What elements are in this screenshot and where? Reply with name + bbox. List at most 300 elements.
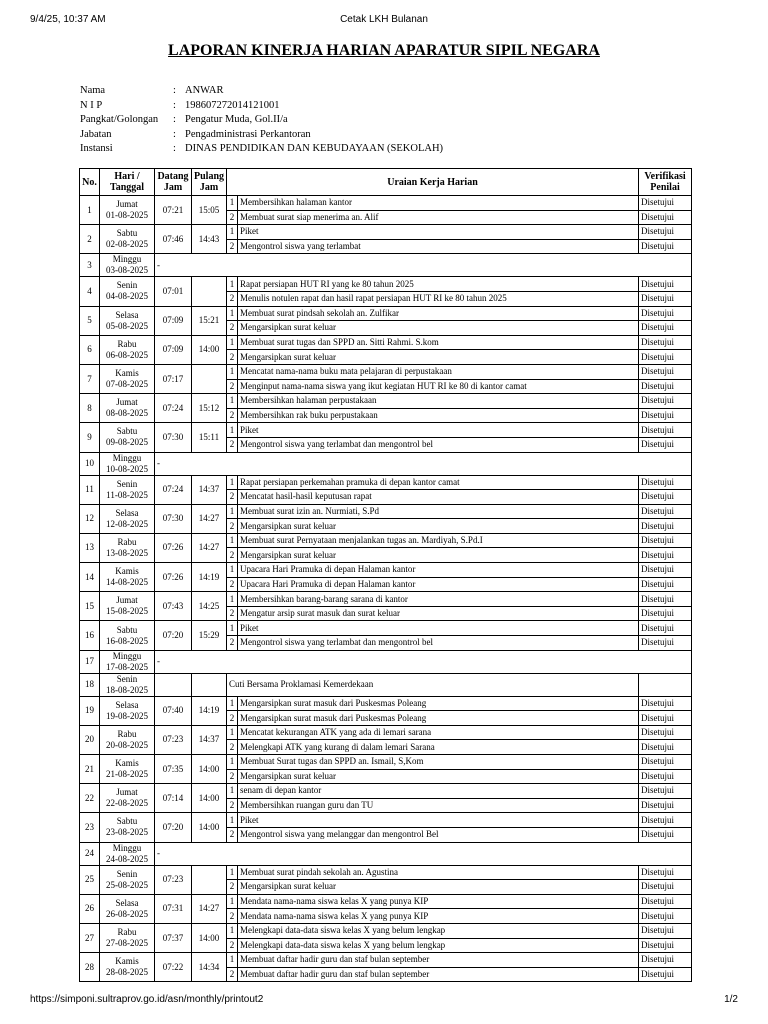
row-number: 16 xyxy=(80,621,100,650)
activity-text: Upacara Hari Pramuka di depan Halaman kantor xyxy=(238,563,639,578)
row-date: 07-08-2025 xyxy=(106,379,148,390)
activity-text: Membuat surat izin an. Nurmiati, S.Pd xyxy=(238,504,639,519)
activity-text: Mengarsipkan surat keluar xyxy=(238,880,639,895)
row-in-time: 07:23 xyxy=(155,725,192,754)
table-row xyxy=(80,923,692,938)
activity-verification: Disetujui xyxy=(639,291,692,306)
row-date: 15-08-2025 xyxy=(106,606,148,617)
print-datetime: 9/4/25, 10:37 AM xyxy=(30,14,106,25)
activity-verification: Disetujui xyxy=(639,606,692,621)
activity-text: Membuat surat siap menerima an. Alif xyxy=(238,210,639,225)
activity-verification: Disetujui xyxy=(639,827,692,842)
activity-number: 1 xyxy=(227,225,238,240)
table-row xyxy=(80,335,692,350)
activity-number: 1 xyxy=(227,813,238,828)
table-row xyxy=(80,364,692,379)
activity-verification: Disetujui xyxy=(639,894,692,909)
info-label: Instansi xyxy=(80,143,113,155)
table-row xyxy=(80,621,692,636)
activity-text: Mengarsipkan surat keluar xyxy=(238,519,639,534)
row-day: Jumat xyxy=(116,199,138,210)
activity-number: 1 xyxy=(227,504,238,519)
activity-verification: Disetujui xyxy=(639,725,692,740)
row-in-time: 07:23 xyxy=(155,865,192,894)
activity-text: Membuat daftar hadir guru dan staf bulan september xyxy=(238,953,639,968)
row-in-time: 07:24 xyxy=(155,394,192,423)
activity-number: 1 xyxy=(227,475,238,490)
row-in-time: 07:17 xyxy=(155,364,192,393)
activity-number: 1 xyxy=(227,865,238,880)
row-date-cell xyxy=(100,696,155,725)
row-number: 17 xyxy=(80,650,100,673)
activity-number: 2 xyxy=(227,408,238,423)
table-row xyxy=(80,813,692,828)
row-out-time: 15:05 xyxy=(192,196,227,225)
row-date: 28-08-2025 xyxy=(106,967,148,978)
activity-number: 2 xyxy=(227,490,238,505)
row-day: Kamis xyxy=(115,758,139,769)
row-date: 11-08-2025 xyxy=(106,489,148,500)
activity-verification: Disetujui xyxy=(639,533,692,548)
activity-number: 1 xyxy=(227,696,238,711)
row-in-time: 07:40 xyxy=(155,696,192,725)
activity-verification: Disetujui xyxy=(639,938,692,953)
print-footer xyxy=(30,994,738,1010)
row-date-cell xyxy=(100,394,155,423)
activity-verification: Disetujui xyxy=(639,490,692,505)
row-note: Cuti Bersama Proklamasi Kemerdekaan xyxy=(227,673,639,696)
row-out-time: 14:19 xyxy=(192,563,227,592)
row-in-time: 07:30 xyxy=(155,423,192,452)
activity-number: 2 xyxy=(227,909,238,924)
row-in-time: 07:46 xyxy=(155,225,192,254)
activity-number: 2 xyxy=(227,740,238,755)
row-out-time: 14:27 xyxy=(192,533,227,562)
activity-verification: Disetujui xyxy=(639,277,692,292)
activity-verification: Disetujui xyxy=(639,923,692,938)
row-in-time: 07:20 xyxy=(155,621,192,650)
row-out-time xyxy=(192,865,227,894)
row-date: 22-08-2025 xyxy=(106,798,148,809)
activity-text: Menulis notulen rapat dan hasil rapat persiapan HUT RI ke 80 tahun 2025 xyxy=(238,291,639,306)
row-day: Selasa xyxy=(115,507,139,518)
activity-number: 2 xyxy=(227,606,238,621)
activity-number: 1 xyxy=(227,277,238,292)
activity-text: Piket xyxy=(238,225,639,240)
row-date-cell xyxy=(100,923,155,952)
row-date: 09-08-2025 xyxy=(106,437,148,448)
row-date-cell xyxy=(100,475,155,504)
activity-verification: Disetujui xyxy=(639,967,692,982)
col-header-no: No. xyxy=(80,169,100,196)
activity-verification: Disetujui xyxy=(639,519,692,534)
row-date: 18-08-2025 xyxy=(106,684,148,695)
row-in-time: 07:43 xyxy=(155,592,192,621)
row-in-time: 07:31 xyxy=(155,894,192,923)
activity-text: Mengontrol siswa yang melanggar dan mengontrol Bel xyxy=(238,827,639,842)
row-verif xyxy=(639,673,692,696)
table-row xyxy=(80,563,692,578)
activity-number: 2 xyxy=(227,548,238,563)
activity-text: Membuat surat Pernyataan menjalankan tugas an. Mardiyah, S.Pd.I xyxy=(238,533,639,548)
row-date-cell xyxy=(100,842,155,865)
activity-verification: Disetujui xyxy=(639,364,692,379)
row-day: Selasa xyxy=(115,309,139,320)
row-out-time: 15:21 xyxy=(192,306,227,335)
row-number: 22 xyxy=(80,784,100,813)
activity-number: 2 xyxy=(227,519,238,534)
row-day: Senin xyxy=(116,673,138,684)
row-number: 15 xyxy=(80,592,100,621)
activity-verification: Disetujui xyxy=(639,563,692,578)
row-out-time: 14:27 xyxy=(192,894,227,923)
row-date-cell xyxy=(100,452,155,475)
activity-text: Mengarsipkan surat masuk dari Puskesmas Poleang xyxy=(238,696,639,711)
row-number: 7 xyxy=(80,364,100,393)
activity-number: 1 xyxy=(227,335,238,350)
row-number: 11 xyxy=(80,475,100,504)
activity-text: Menginput nama-nama siswa yang ikut kegiatan HUT RI ke 80 di kantor camat xyxy=(238,379,639,394)
activity-text: Membuat surat pindah sekolah an. Agustina xyxy=(238,865,639,880)
row-out-time: 14:00 xyxy=(192,784,227,813)
table-row xyxy=(80,696,692,711)
table-row xyxy=(80,725,692,740)
row-day: Kamis xyxy=(115,566,139,577)
row-date: 13-08-2025 xyxy=(106,547,148,558)
row-number: 13 xyxy=(80,533,100,562)
activity-text: Piket xyxy=(238,621,639,636)
activity-text: Mencatat hasil-hasil keputusan rapat xyxy=(238,490,639,505)
table-row xyxy=(80,306,692,321)
row-date-cell xyxy=(100,335,155,364)
row-day: Rabu xyxy=(117,536,137,547)
row-in-time: 07:01 xyxy=(155,277,192,306)
activity-number: 2 xyxy=(227,577,238,592)
activity-text: Mencatat kekurangan ATK yang ada di lemari sarana xyxy=(238,725,639,740)
print-doc-title: Cetak LKH Bulanan xyxy=(340,14,428,25)
row-number: 23 xyxy=(80,813,100,842)
row-in-time: 07:24 xyxy=(155,475,192,504)
activity-text: Mencatat nama-nama buku mata pelajaran di perpustakaan xyxy=(238,364,639,379)
row-out-time: 14:25 xyxy=(192,592,227,621)
activity-verification: Disetujui xyxy=(639,408,692,423)
activity-number: 2 xyxy=(227,769,238,784)
activity-verification: Disetujui xyxy=(639,696,692,711)
activity-number: 1 xyxy=(227,755,238,770)
activity-number: 1 xyxy=(227,196,238,211)
row-day: Sabtu xyxy=(116,624,138,635)
row-out-time: 14:43 xyxy=(192,225,227,254)
lkh-table xyxy=(79,168,692,982)
row-number: 6 xyxy=(80,335,100,364)
col-header-out: Pulang Jam xyxy=(192,169,227,196)
activity-text: Mengarsipkan surat masuk dari Puskesmas Poleang xyxy=(238,711,639,726)
row-in-time: 07:37 xyxy=(155,923,192,952)
row-in-time: 07:22 xyxy=(155,953,192,982)
row-date-cell xyxy=(100,225,155,254)
row-empty-marker: - xyxy=(155,254,692,277)
activity-number: 2 xyxy=(227,291,238,306)
table-row xyxy=(80,394,692,409)
info-label: N I P xyxy=(80,99,103,111)
row-number: 24 xyxy=(80,842,100,865)
row-date-cell xyxy=(100,306,155,335)
activity-text: Rapat persiapan HUT RI yang ke 80 tahun 2025 xyxy=(238,277,639,292)
activity-verification: Disetujui xyxy=(639,865,692,880)
row-date: 23-08-2025 xyxy=(106,827,148,838)
row-date: 19-08-2025 xyxy=(106,710,148,721)
activity-text: Membersihkan ruangan guru dan TU xyxy=(238,798,639,813)
table-header-row xyxy=(80,169,692,196)
row-date: 14-08-2025 xyxy=(106,577,148,588)
activity-text: Upacara Hari Pramuka di depan Halaman kantor xyxy=(238,577,639,592)
row-date-cell xyxy=(100,563,155,592)
row-date-cell xyxy=(100,254,155,277)
row-number: 18 xyxy=(80,673,100,696)
row-number: 28 xyxy=(80,953,100,982)
activity-text: Mengatur arsip surat masuk dan surat keluar xyxy=(238,606,639,621)
row-number: 8 xyxy=(80,394,100,423)
row-day: Sabtu xyxy=(116,426,138,437)
activity-text: Mengontrol siswa yang terlambat xyxy=(238,239,639,254)
activity-verification: Disetujui xyxy=(639,880,692,895)
row-day: Minggu xyxy=(112,254,142,265)
row-date-cell xyxy=(100,277,155,306)
row-out-time: 14:34 xyxy=(192,953,227,982)
row-date: 16-08-2025 xyxy=(106,635,148,646)
activity-text: Membersihkan rak buku perpustakaan xyxy=(238,408,639,423)
row-number: 21 xyxy=(80,755,100,784)
row-date-cell xyxy=(100,650,155,673)
row-in-time: 07:09 xyxy=(155,335,192,364)
activity-number: 2 xyxy=(227,880,238,895)
activity-number: 2 xyxy=(227,210,238,225)
activity-number: 1 xyxy=(227,923,238,938)
row-date-cell xyxy=(100,894,155,923)
row-number: 25 xyxy=(80,865,100,894)
activity-number: 1 xyxy=(227,894,238,909)
activity-number: 1 xyxy=(227,364,238,379)
info-value: Pengatur Muda, Gol.II/a xyxy=(185,114,288,126)
activity-number: 1 xyxy=(227,953,238,968)
table-row xyxy=(80,277,692,292)
info-colon: : xyxy=(173,85,176,96)
activity-verification: Disetujui xyxy=(639,475,692,490)
row-in-time: 07:26 xyxy=(155,533,192,562)
row-in-time: 07:30 xyxy=(155,504,192,533)
row-day: Kamis xyxy=(115,368,139,379)
activity-text: Membuat Surat tugas dan SPPD an. Ismail, S,Kom xyxy=(238,755,639,770)
table-row xyxy=(80,784,692,799)
activity-verification: Disetujui xyxy=(639,711,692,726)
print-url: https://simponi.sultraprov.go.id/asn/monthly/printout2 xyxy=(30,994,264,1005)
row-day: Senin xyxy=(116,280,138,291)
row-out-time: 14:00 xyxy=(192,923,227,952)
row-day: Rabu xyxy=(117,728,137,739)
activity-text: Mendata nama-nama siswa kelas X yang punya KIP xyxy=(238,909,639,924)
activity-verification: Disetujui xyxy=(639,740,692,755)
row-day: Selasa xyxy=(115,897,139,908)
activity-text: Piket xyxy=(238,813,639,828)
row-date-cell xyxy=(100,865,155,894)
row-out-time: 14:00 xyxy=(192,755,227,784)
row-number: 4 xyxy=(80,277,100,306)
activity-text: Mendata nama-nama siswa kelas X yang punya KIP xyxy=(238,894,639,909)
activity-verification: Disetujui xyxy=(639,798,692,813)
row-date-cell xyxy=(100,725,155,754)
activity-verification: Disetujui xyxy=(639,423,692,438)
info-value: 198607272014121001 xyxy=(185,99,280,111)
info-value: Pengadministrasi Perkantoran xyxy=(185,128,311,140)
table-row xyxy=(80,953,692,968)
row-out-time: 14:37 xyxy=(192,725,227,754)
row-number: 5 xyxy=(80,306,100,335)
table-row xyxy=(80,865,692,880)
activity-text: Melengkapi ATK yang kurang di dalam lemari Sarana xyxy=(238,740,639,755)
table-row xyxy=(80,504,692,519)
row-day: Minggu xyxy=(112,842,142,853)
info-row xyxy=(80,142,443,157)
activity-verification: Disetujui xyxy=(639,239,692,254)
employee-info xyxy=(80,84,443,157)
table-row xyxy=(80,533,692,548)
row-date-cell xyxy=(100,504,155,533)
col-header-date: Hari / Tanggal xyxy=(100,169,155,196)
row-date: 05-08-2025 xyxy=(106,320,148,331)
activity-text: Membuat daftar hadir guru dan staf bulan september xyxy=(238,967,639,982)
activity-number: 1 xyxy=(227,784,238,799)
activity-verification: Disetujui xyxy=(639,813,692,828)
activity-number: 2 xyxy=(227,938,238,953)
row-in-time: 07:21 xyxy=(155,196,192,225)
activity-text: Piket xyxy=(238,423,639,438)
activity-number: 1 xyxy=(227,394,238,409)
row-day: Sabtu xyxy=(116,228,138,239)
activity-verification: Disetujui xyxy=(639,769,692,784)
activity-text: Mengarsipkan surat keluar xyxy=(238,350,639,365)
row-number: 3 xyxy=(80,254,100,277)
row-day: Minggu xyxy=(112,650,142,661)
row-date: 21-08-2025 xyxy=(106,769,148,780)
activity-verification: Disetujui xyxy=(639,350,692,365)
activity-number: 2 xyxy=(227,798,238,813)
print-page-number: 1/2 xyxy=(724,994,738,1005)
row-in-time xyxy=(155,673,192,696)
row-empty-marker: - xyxy=(155,452,692,475)
row-number: 2 xyxy=(80,225,100,254)
info-label: Pangkat/Golongan xyxy=(80,114,159,126)
row-out-time: 14:00 xyxy=(192,813,227,842)
table-row xyxy=(80,475,692,490)
activity-text: Mengarsipkan surat keluar xyxy=(238,548,639,563)
row-out-time: 14:00 xyxy=(192,335,227,364)
row-out-time: 14:37 xyxy=(192,475,227,504)
row-date: 25-08-2025 xyxy=(106,879,148,890)
activity-text: Mengontrol siswa yang terlambat dan mengontrol bel xyxy=(238,437,639,452)
row-in-time: 07:35 xyxy=(155,755,192,784)
row-day: Selasa xyxy=(115,699,139,710)
activity-number: 2 xyxy=(227,827,238,842)
activity-verification: Disetujui xyxy=(639,953,692,968)
info-row xyxy=(80,84,443,99)
table-row xyxy=(80,423,692,438)
row-date: 03-08-2025 xyxy=(106,265,148,276)
row-date-cell xyxy=(100,592,155,621)
activity-verification: Disetujui xyxy=(639,196,692,211)
activity-verification: Disetujui xyxy=(639,335,692,350)
activity-number: 1 xyxy=(227,533,238,548)
row-out-time xyxy=(192,277,227,306)
row-in-time: 07:20 xyxy=(155,813,192,842)
activity-verification: Disetujui xyxy=(639,548,692,563)
activity-verification: Disetujui xyxy=(639,577,692,592)
activity-number: 2 xyxy=(227,239,238,254)
info-value: ANWAR xyxy=(185,85,224,96)
activity-number: 2 xyxy=(227,437,238,452)
row-date-cell xyxy=(100,953,155,982)
row-date-cell xyxy=(100,533,155,562)
col-header-in: Datang Jam xyxy=(155,169,192,196)
row-date: 10-08-2025 xyxy=(106,463,148,474)
table-row xyxy=(80,592,692,607)
row-day: Rabu xyxy=(117,927,137,938)
row-date-cell xyxy=(100,784,155,813)
col-header-verif: Verifikasi Penilai xyxy=(639,169,692,196)
row-out-time: 14:27 xyxy=(192,504,227,533)
activity-text: Membersihkan barang-barang sarana di kantor xyxy=(238,592,639,607)
row-date-cell xyxy=(100,673,155,696)
info-colon: : xyxy=(173,114,176,126)
row-date: 26-08-2025 xyxy=(106,908,148,919)
col-header-uraian: Uraian Kerja Harian xyxy=(227,169,639,196)
row-date-cell xyxy=(100,423,155,452)
row-number: 12 xyxy=(80,504,100,533)
activity-number: 1 xyxy=(227,621,238,636)
table-row xyxy=(80,755,692,770)
activity-verification: Disetujui xyxy=(639,210,692,225)
row-day: Jumat xyxy=(116,787,138,798)
info-colon: : xyxy=(173,143,176,155)
activity-text: Melengkapi data-data siswa kelas X yang belum lengkap xyxy=(238,923,639,938)
report-title: LAPORAN KINERJA HARIAN APARATUR SIPIL NEGARA xyxy=(168,42,600,59)
activity-verification: Disetujui xyxy=(639,784,692,799)
activity-verification: Disetujui xyxy=(639,394,692,409)
info-row xyxy=(80,128,443,143)
activity-verification: Disetujui xyxy=(639,437,692,452)
table-row xyxy=(80,225,692,240)
activity-verification: Disetujui xyxy=(639,225,692,240)
row-date-cell xyxy=(100,196,155,225)
activity-text: Melengkapi data-data siswa kelas X yang belum lengkap xyxy=(238,938,639,953)
row-out-time: 15:12 xyxy=(192,394,227,423)
row-number: 27 xyxy=(80,923,100,952)
activity-verification: Disetujui xyxy=(639,504,692,519)
activity-text: Membuat surat tugas dan SPPD an. Sitti Rahmi. S.kom xyxy=(238,335,639,350)
info-colon: : xyxy=(173,128,176,140)
info-colon: : xyxy=(173,99,176,111)
row-day: Jumat xyxy=(116,397,138,408)
activity-verification: Disetujui xyxy=(639,592,692,607)
row-number: 19 xyxy=(80,696,100,725)
activity-number: 2 xyxy=(227,967,238,982)
row-number: 10 xyxy=(80,452,100,475)
row-in-time: 07:14 xyxy=(155,784,192,813)
activity-number: 1 xyxy=(227,725,238,740)
activity-text: Membersihkan halaman kantor xyxy=(238,196,639,211)
activity-verification: Disetujui xyxy=(639,306,692,321)
table-row xyxy=(80,196,692,211)
row-out-time xyxy=(192,364,227,393)
